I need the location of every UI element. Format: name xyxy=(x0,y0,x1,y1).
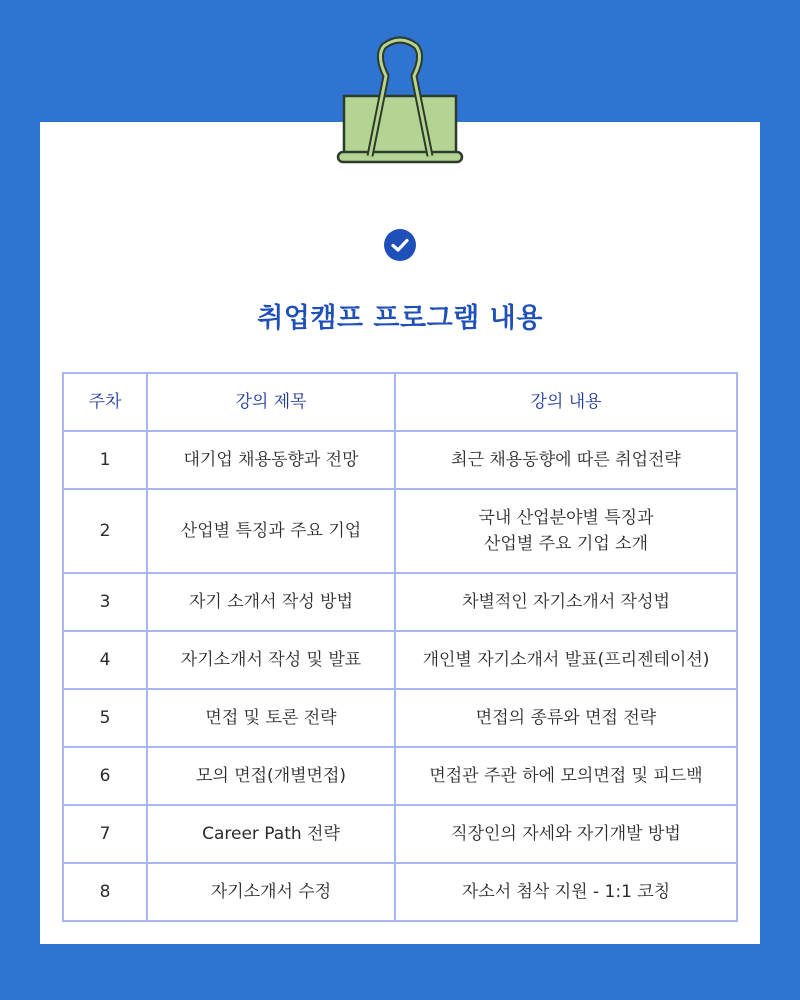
table-header-row xyxy=(63,373,737,431)
lecture-title-cell: 산업별 특징과 주요 기업 xyxy=(147,489,395,573)
week-cell: 7 xyxy=(63,805,147,863)
header-lecture-title: 강의 제목 xyxy=(147,373,395,431)
lecture-content-line: 산업별 주요 기업 소개 xyxy=(483,534,648,554)
week-cell: 4 xyxy=(63,631,147,689)
lecture-title-cell: 자기소개서 수정 xyxy=(147,863,395,921)
lecture-content-cell: 직장인의 자세와 자기개발 방법 xyxy=(395,805,737,863)
lecture-title-cell: Career Path 전략 xyxy=(147,805,395,863)
page-title: 취업캠프 프로그램 내용 xyxy=(257,303,543,334)
table-row xyxy=(63,689,737,747)
header-week: 주차 xyxy=(63,373,147,431)
table-row xyxy=(63,863,737,921)
lecture-title-cell: 자기 소개서 작성 방법 xyxy=(147,573,395,631)
lecture-content-cell: 자소서 첨삭 지원 - 1:1 코칭 xyxy=(395,863,737,921)
lecture-content-cell: 면접의 종류와 면접 전략 xyxy=(395,689,737,747)
lecture-content-cell: 면접관 주관 하에 모의면접 및 피드백 xyxy=(395,747,737,805)
week-cell: 3 xyxy=(63,573,147,631)
lecture-title-cell: 면접 및 토론 전략 xyxy=(147,689,395,747)
lecture-content-cell: 최근 채용동향에 따른 취업전략 xyxy=(395,431,737,489)
week-cell: 8 xyxy=(63,863,147,921)
lecture-content-cell: 개인별 자기소개서 발표(프리젠테이션) xyxy=(395,631,737,689)
week-cell: 6 xyxy=(63,747,147,805)
lecture-title-cell: 자기소개서 작성 및 발표 xyxy=(147,631,395,689)
table-row xyxy=(63,431,737,489)
lecture-content-line: 국내 산업분야별 특징과 xyxy=(478,508,654,528)
table-row xyxy=(63,489,737,573)
lecture-content-cell xyxy=(395,489,737,573)
program-table xyxy=(62,372,738,922)
table-row xyxy=(63,747,737,805)
lecture-title-cell: 모의 면접(개별면접) xyxy=(147,747,395,805)
week-cell: 1 xyxy=(63,431,147,489)
week-cell: 2 xyxy=(63,489,147,573)
header-lecture-content: 강의 내용 xyxy=(395,373,737,431)
week-cell: 5 xyxy=(63,689,147,747)
table-row xyxy=(63,631,737,689)
lecture-content-cell: 차별적인 자기소개서 작성법 xyxy=(395,573,737,631)
table-row xyxy=(63,573,737,631)
lecture-title-cell: 대기업 채용동향과 전망 xyxy=(147,431,395,489)
binder-clip-icon xyxy=(336,36,464,166)
table-row xyxy=(63,805,737,863)
check-circle-icon xyxy=(384,229,416,261)
